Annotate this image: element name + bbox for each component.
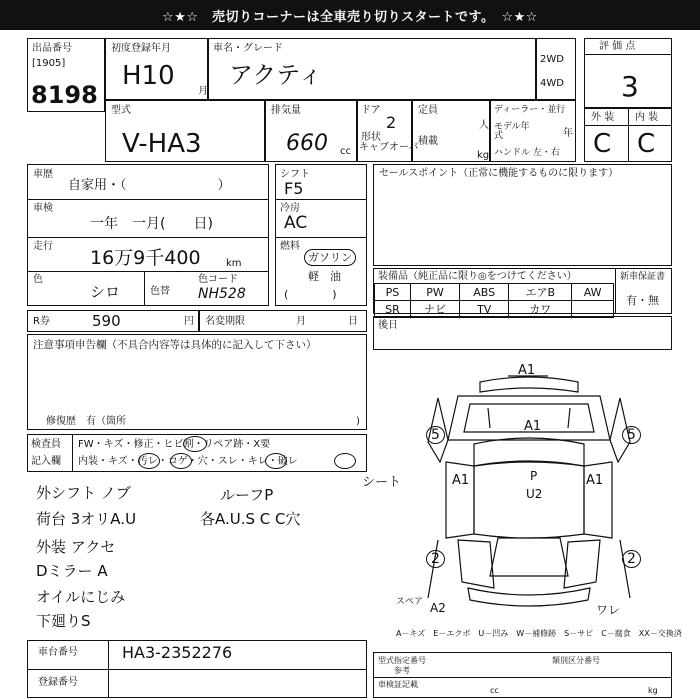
shift-label: シフト (280, 169, 310, 180)
cc-ref-label: cc (490, 686, 499, 695)
later-box (373, 316, 672, 350)
exterior-interior-box (584, 108, 672, 162)
recycle-box (27, 310, 199, 332)
equipment-cell: AW (572, 284, 614, 301)
color-label: 色 (33, 274, 43, 285)
equipment-cell: SR (375, 301, 411, 318)
color-code-label: 色コード (198, 274, 238, 285)
damage-mark: A1 (518, 363, 536, 378)
displacement-label: 排気量 (271, 105, 301, 116)
km-unit: km (226, 258, 242, 269)
damage-mark: 2 (622, 550, 641, 568)
door-label: ドア (361, 105, 381, 116)
recycle-value: 590 (92, 312, 121, 330)
fuel-paren: ( ) (284, 288, 337, 301)
equipment-row (375, 284, 614, 301)
history-label: 車歴 (33, 169, 53, 180)
equipment-cell: ナビ (410, 301, 459, 318)
inspection-value: 一年 一月( 日) (90, 216, 213, 232)
color-change-label: 色替 (150, 286, 170, 297)
first-reg-box (105, 38, 208, 100)
grade-label: 評 価 点 (599, 41, 636, 52)
history-value: 自家用・（ ） (68, 178, 231, 193)
model-box (105, 100, 265, 162)
shape-label: 形状 (361, 132, 381, 143)
title-change-box (199, 310, 367, 332)
interior-items: 内装・キズ・汚レ・コゲ・穴・スレ・キレ・破レ (78, 456, 298, 467)
dealer-box (490, 100, 576, 162)
note-line: 各A.U.S C C穴 (200, 510, 301, 528)
equipment-cell: TV (460, 301, 509, 318)
cert-label: 車検証記載 (378, 680, 418, 689)
yen-unit: 円 (184, 316, 194, 327)
auction-banner: ☆★☆ 売切りコーナーは全車売り切りスタートです。 ☆★☆ (0, 0, 700, 30)
door-box (357, 100, 419, 162)
model-label: 型式 (111, 105, 131, 116)
equipment-row (375, 301, 614, 318)
sales-point-box (373, 164, 672, 266)
year-unit: 年 (563, 128, 573, 139)
drive-4wd: 4WD (540, 78, 564, 89)
ac-label: 冷房 (280, 203, 300, 214)
damage-mark: A1 (586, 473, 604, 488)
equipment-box (373, 268, 672, 314)
equipment-label: 装備品（純正品に限り◎をつけてください） (378, 271, 577, 282)
model-value: V-HA3 (122, 129, 202, 159)
equipment-cell: エアB (509, 284, 572, 301)
chassis-box (27, 640, 367, 698)
damage-mark: 2 (426, 550, 445, 568)
grade-box (584, 38, 672, 108)
lot-box (27, 38, 105, 112)
cert-box (373, 652, 672, 698)
hashing-label: 型式指定番号 (378, 656, 426, 665)
warranty-value: 有・無 (626, 294, 659, 307)
reg-label: 登録番号 (38, 677, 78, 688)
damage-legend: A－キズ E－エクボ U－凹み W－補修跡 S－サビ C－腐食 XX－交換済 (396, 629, 682, 638)
grade-value: 3 (621, 70, 639, 103)
note-line: 外シフト ノブ (36, 484, 131, 502)
title-change-label: 名変期限 (205, 316, 245, 327)
capacity-label: 定員 (418, 105, 438, 116)
notes-label: 注意事項申告欄（不具合内容等は具体的に記入して下さい） (33, 339, 317, 351)
damage-mark: U2 (526, 487, 543, 501)
color-code-value: NH528 (198, 286, 246, 302)
entry-label: 記入欄 (31, 456, 61, 467)
equipment-table (374, 283, 614, 318)
kg-unit: kg (477, 150, 490, 161)
mileage-label: 走行 (33, 241, 53, 252)
vehicle-info-box (27, 164, 269, 306)
fuel-label: 燃料 (280, 241, 300, 252)
equipment-cell (572, 301, 614, 318)
month-unit: 月 (198, 86, 208, 97)
reference-label: 参考 (394, 666, 410, 675)
interior-value: C (637, 129, 656, 159)
equipment-cell: PS (375, 284, 411, 301)
capacity-box (412, 100, 490, 162)
lot-number: 8198 (31, 81, 98, 109)
interior-label: 内 装 (635, 112, 659, 123)
recycle-label: R券 (33, 316, 50, 327)
note-line: ルーフP (220, 486, 274, 504)
notes-box (27, 334, 367, 430)
note-line: 荷台 3オリA.U (36, 510, 137, 528)
note-line: Dミラー A (36, 562, 108, 580)
car-name-label: 車名・グレード (213, 43, 283, 54)
seat-note: シート (362, 475, 402, 490)
chassis-label: 車台番号 (38, 647, 78, 658)
later-label: 後日 (378, 320, 398, 331)
lot-sub: [1905] (32, 58, 66, 69)
note-line: オイルにじみ (36, 588, 126, 606)
spare-label: スペア (396, 597, 424, 607)
title-month: 月 (296, 316, 306, 327)
car-name-value: アクティ (229, 61, 323, 89)
inspection-label: 車検 (33, 203, 53, 214)
classification-label: 類別区分番号 (552, 656, 600, 665)
inspect-items: FW・キズ・修正・ヒビ割・リペア跡・X要 (78, 439, 271, 450)
equipment-cell: カワ (509, 301, 572, 318)
kg-ref-label: kg (648, 686, 658, 695)
dealer-label: ディーラー・並行 (494, 105, 566, 115)
fuel-value: ガソリン (304, 249, 356, 266)
equipment-cell: ABS (460, 284, 509, 301)
color-value: シロ (90, 283, 121, 301)
ac-value: AC (284, 213, 308, 233)
warranty-label: 新車保証書 (620, 272, 666, 282)
damage-mark: A1 (524, 419, 542, 434)
title-day: 日 (348, 316, 358, 327)
door-value: 2 (386, 113, 397, 132)
repair-label: 修復歴 有（箇所 (46, 416, 126, 427)
damage-mark: 5 (622, 426, 641, 444)
handle-label: ハンドル 左・右 (494, 148, 560, 158)
model-year-label: モデル年式 (494, 122, 530, 141)
load-label: 積載 (418, 136, 438, 147)
note-line: 外装 アクセ (36, 538, 116, 556)
damage-mark: A2 (430, 601, 446, 615)
repair-close: ) (356, 416, 360, 427)
equipment-cell: PW (410, 284, 459, 301)
first-reg-label: 初度登録年月 (111, 43, 171, 54)
shift-box (275, 164, 367, 306)
cc-unit: cc (340, 146, 351, 157)
first-reg-value: H10 (122, 61, 175, 91)
shape-value: キャブオーバ (359, 142, 419, 153)
damage-mark: ワレ (596, 603, 621, 617)
capacity-unit: 人 (479, 120, 489, 131)
inspector-label: 検査員 (31, 439, 61, 450)
mileage-value: 16万9千400 (90, 247, 201, 269)
damage-mark: P (530, 469, 538, 483)
displacement-value: 660 (286, 131, 328, 156)
shift-value: F5 (284, 179, 304, 198)
sales-point-label: セールスポイント（正常に機能するものに限ります） (379, 168, 619, 179)
car-name-box (208, 38, 536, 100)
damage-mark: 5 (426, 426, 445, 444)
lot-label: 出品番号 (32, 43, 72, 54)
displacement-box (265, 100, 357, 162)
inspection-items-box (27, 434, 367, 472)
drive-2wd: 2WD (540, 54, 564, 65)
fuel-light: 軽 油 (308, 270, 341, 283)
exterior-label: 外 装 (591, 112, 615, 123)
exterior-value: C (593, 129, 612, 159)
drive-box (536, 38, 576, 100)
damage-mark: A1 (452, 473, 470, 488)
note-line: 下廻りS (36, 612, 91, 630)
chassis-value: HA3-2352276 (122, 643, 233, 662)
